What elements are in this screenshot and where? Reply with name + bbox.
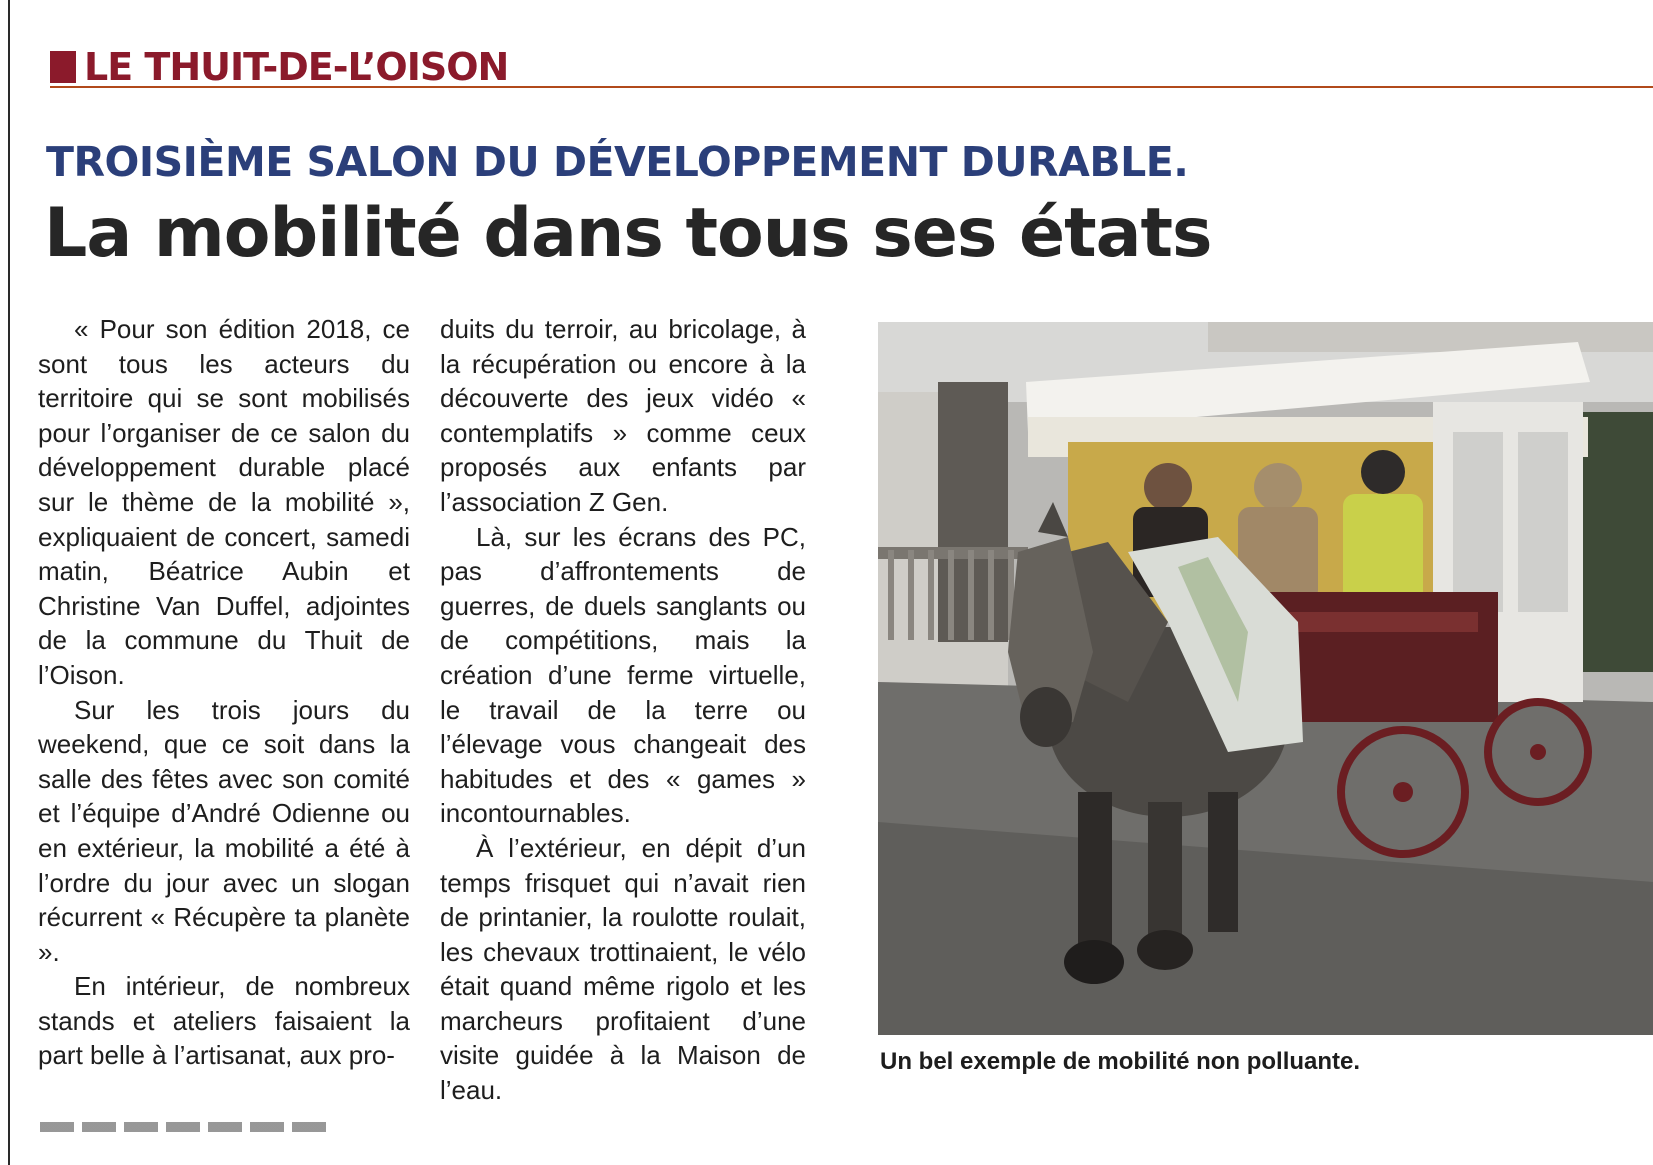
column2-paragraph-1: duits du terroir, au bricolage, à la récupération ou encore à la découverte des jeux vidéo « contemplatifs » comme ceux proposés aux enfants par l’association Z Gen. bbox=[440, 314, 806, 517]
column2-paragraph-3: À l’extérieur, en dépit d’un temps frisquet qui n’avait rien de printanier, la roulotte roulait, les chevaux trottinaient, le vélo était quand même rigolo et les marcheurs profitaient d’une visite guidée à la Maison de l’eau. bbox=[440, 832, 806, 1106]
section-rule bbox=[50, 86, 1653, 88]
next-article-fragment bbox=[40, 1122, 330, 1132]
article-headline: La mobilité dans tous ses états bbox=[44, 194, 1212, 273]
section-marker-square bbox=[50, 51, 76, 83]
section-name: LE THUIT-DE-L’OISON bbox=[84, 45, 509, 89]
article-column-1 bbox=[38, 312, 410, 1073]
column1-paragraph-3: En intérieur, de nombreux stands et ateliers faisaient la part belle à l’artisanat, aux pro- bbox=[38, 971, 410, 1071]
article-photo bbox=[878, 322, 1653, 1035]
photo-caption: Un bel exemple de mobilité non polluante. bbox=[880, 1048, 1361, 1075]
column1-paragraph-1: « Pour son édition 2018, ce sont tous les acteurs du territoire qui se sont mobilisés pour l’organiser de ce salon du développement durable placé sur le thème de la mobilité », expliquaient de concert, samedi matin, Béatrice Aubin et Christine Van Duffel, adjointes de la commune du Thuit de l’Oison. bbox=[38, 314, 410, 690]
horse-carriage-illustration bbox=[878, 322, 1653, 1035]
section-header bbox=[50, 42, 508, 92]
column1-paragraph-2: Sur les trois jours du weekend, que ce soit dans la salle des fêtes avec son comité et l’équipe d’André Odienne ou en extérieur, la mobilité a été à l’ordre du jour avec un slogan récurrent « Récupère ta planète ». bbox=[38, 694, 410, 967]
article-column-2 bbox=[440, 312, 806, 1108]
column2-paragraph-2: Là, sur les écrans des PC, pas d’affrontements de guerres, de duels sanglants ou de compétitions, mais la création d’une ferme virtuelle, le travail de la terre ou l’élevage vous changeait des habitudes et des « games » incontournables. bbox=[440, 521, 806, 829]
article-kicker: TROISIÈME SALON DU DÉVELOPPEMENT DURABLE. bbox=[46, 138, 1189, 186]
